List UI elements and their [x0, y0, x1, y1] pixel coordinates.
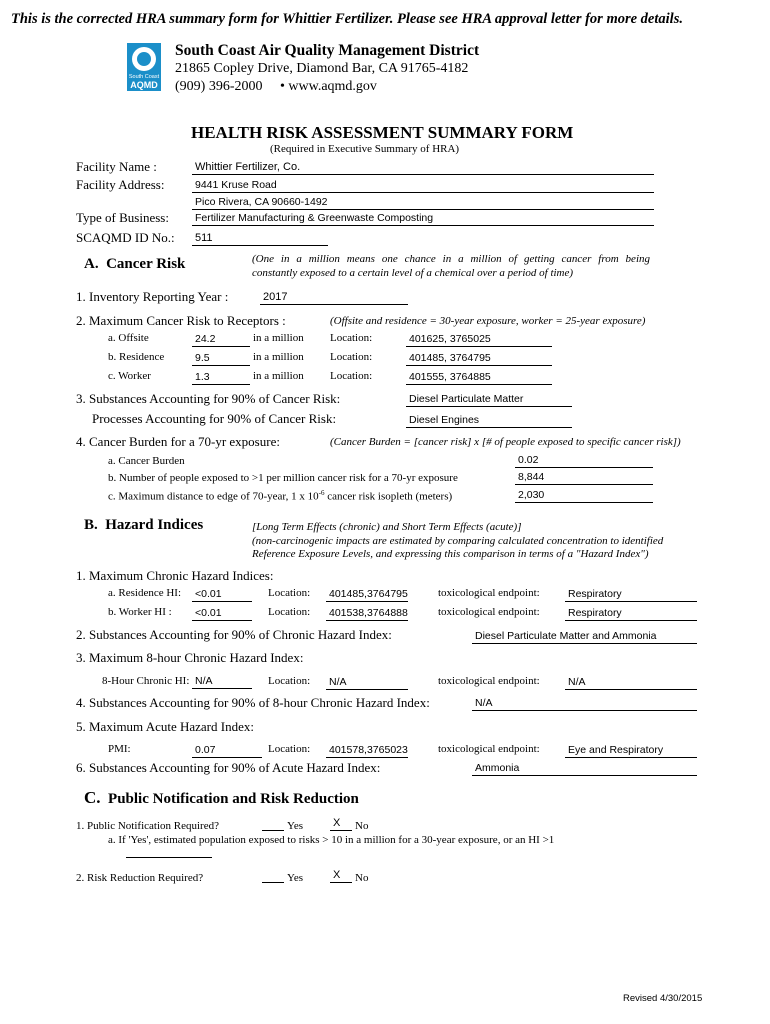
cancer-substances-label: 3. Substances Accounting for 90% of Cancer Risk:: [76, 391, 341, 406]
revised-date: Revised 4/30/2015: [623, 993, 703, 1004]
receptor-worker-value[interactable]: 1.3: [192, 370, 250, 385]
chronic-worker-location-label: Location:: [268, 606, 311, 618]
pmi-location[interactable]: 401578,3765023: [326, 743, 408, 758]
acute-substances-label: 6. Substances Accounting for 90% of Acute Hazard Index:: [76, 760, 381, 775]
chronic-residence-tox[interactable]: Respiratory: [565, 587, 697, 602]
receptor-offsite-location[interactable]: 401625, 3765025: [406, 332, 552, 347]
receptor-offsite-label: a. Offsite: [108, 332, 149, 344]
receptor-residence-value[interactable]: 9.5: [192, 351, 250, 366]
agency-name: South Coast Air Quality Management District: [175, 42, 480, 59]
cancer-burden-c-text2: cancer risk isopleth (meters): [324, 490, 453, 503]
chronic-residence-tox-label: toxicological endpoint:: [438, 587, 540, 599]
form-title: HEALTH RISK ASSESSMENT SUMMARY FORM: [191, 123, 574, 142]
cancer-burden-b-field[interactable]: 8,844: [515, 470, 653, 485]
cancer-processes-field[interactable]: Diesel Engines: [406, 413, 572, 428]
receptor-offsite-value[interactable]: 24.2: [192, 332, 250, 347]
business-type-field[interactable]: Fertilizer Manufacturing & Greenwaste Composting: [192, 211, 654, 226]
logo-line1: South Coast: [128, 74, 160, 80]
public-notification-label: 1. Public Notification Required?: [76, 820, 219, 832]
hr8-substances-label: 4. Substances Accounting for 90% of 8-hour Chronic Hazard Index:: [76, 695, 430, 710]
receptor-worker-location-label: Location:: [330, 370, 373, 382]
hr8-substances-field[interactable]: N/A: [472, 696, 697, 711]
hr8-label: 8-Hour Chronic HI:: [102, 675, 190, 687]
hr8-location[interactable]: N/A: [326, 675, 408, 690]
acute-substances-field[interactable]: Ammonia: [472, 761, 697, 776]
pmi-tox-label: toxicological endpoint:: [438, 743, 540, 755]
cancer-burden-c-label: [108, 489, 452, 503]
cancer-processes-label: Processes Accounting for 90% of Cancer Risk:: [92, 411, 337, 426]
cancer-burden-c-sup: -6: [318, 489, 325, 497]
hr8-value[interactable]: N/A: [192, 674, 252, 689]
section-a-title: Cancer Risk: [106, 256, 186, 272]
risk-reduction-yes-blank[interactable]: [262, 882, 284, 883]
facility-name-field[interactable]: Whittier Fertilizer, Co.: [192, 160, 654, 175]
chronic-substances-label: 2. Substances Accounting for 90% of Chronic Hazard Index:: [76, 627, 392, 642]
facility-name-label: Facility Name :: [76, 159, 157, 174]
scaqmd-id-field[interactable]: 511: [192, 231, 328, 246]
population-exposed-label: a. If 'Yes', estimated population exposed to risks > 10 in a million for a 30-year exposure, or an HI >1: [108, 834, 555, 846]
public-notification-yes-label: Yes: [287, 820, 304, 832]
section-c-title: Public Notification and Risk Reduction: [108, 791, 359, 807]
receptor-worker-label: c. Worker: [108, 370, 151, 382]
scaqmd-id-label: SCAQMD ID No.:: [76, 230, 175, 245]
section-a-note2: constantly exposed to a certain level of a chemical over a period of time): [252, 267, 574, 279]
pmi-value[interactable]: 0.07: [192, 743, 262, 758]
public-notification-yes-blank[interactable]: [262, 830, 284, 831]
cancer-burden-c-text: c. Maximum distance to edge of 70-year, 1 x 10: [108, 490, 319, 503]
receptor-residence-unit: in a million: [253, 351, 304, 363]
form-subtitle: (Required in Executive Summary of HRA): [270, 143, 460, 155]
acute-hi-label: 5. Maximum Acute Hazard Index:: [76, 719, 254, 734]
receptor-offsite-location-label: Location:: [330, 332, 373, 344]
pmi-location-label: Location:: [268, 743, 311, 755]
aqmd-logo: [127, 43, 161, 91]
agency-web: • www.aqmd.gov: [280, 79, 377, 94]
risk-reduction-no-label: No: [355, 872, 369, 884]
chronic-hi-label: 1. Maximum Chronic Hazard Indices:: [76, 568, 274, 583]
cancer-burden-a-label: a. Cancer Burden: [108, 455, 185, 467]
receptor-residence-label: b. Residence: [108, 351, 165, 363]
receptor-worker-location[interactable]: 401555, 3764885: [406, 370, 552, 385]
section-b-heading: [84, 517, 203, 534]
pmi-label: PMI:: [108, 743, 131, 755]
chronic-residence-value[interactable]: <0.01: [192, 587, 252, 602]
section-a-heading: [84, 256, 185, 273]
cancer-burden-a-field[interactable]: 0.02: [515, 453, 653, 468]
section-b-note3: Reference Exposure Levels, and expressing this comparison in terms of a "Hazard Index"): [252, 548, 649, 560]
cancer-burden-note: (Cancer Burden = [cancer risk] x [# of people exposed to specific cancer risk]): [330, 436, 681, 448]
public-notification-no-label: No: [355, 820, 369, 832]
risk-reduction-yes-label: Yes: [287, 872, 304, 884]
risk-reduction-label: 2. Risk Reduction Required?: [76, 872, 204, 884]
section-b-note1: [Long Term Effects (chronic) and Short Term Effects (acute)]: [252, 521, 522, 533]
facility-address-line1[interactable]: 9441 Kruse Road: [192, 178, 654, 193]
public-notification-no-mark[interactable]: X: [330, 816, 352, 831]
chronic-worker-label: b. Worker HI :: [108, 606, 172, 618]
cancer-substances-field[interactable]: Diesel Particulate Matter: [406, 392, 572, 407]
hr8-chronic-hi-label: 3. Maximum 8-hour Chronic Hazard Index:: [76, 650, 304, 665]
chronic-worker-tox[interactable]: Respiratory: [565, 606, 697, 621]
population-exposed-blank[interactable]: [126, 857, 212, 858]
business-type-label: Type of Business:: [76, 210, 169, 225]
pmi-tox[interactable]: Eye and Respiratory: [565, 743, 697, 758]
inventory-year-label: 1. Inventory Reporting Year :: [76, 289, 229, 304]
logo-line2: AQMD: [130, 80, 158, 90]
receptor-offsite-unit: in a million: [253, 332, 304, 344]
agency-address: 21865 Copley Drive, Diamond Bar, CA 91765-4182: [175, 61, 469, 76]
section-a-letter: A.: [84, 256, 99, 272]
chronic-worker-tox-label: toxicological endpoint:: [438, 606, 540, 618]
chronic-worker-value[interactable]: <0.01: [192, 606, 252, 621]
inventory-year-field[interactable]: 2017: [260, 290, 408, 305]
receptor-residence-location-label: Location:: [330, 351, 373, 363]
chronic-substances-field[interactable]: Diesel Particulate Matter and Ammonia: [472, 629, 697, 644]
cancer-burden-label: 4. Cancer Burden for a 70-yr exposure:: [76, 434, 280, 449]
chronic-residence-location[interactable]: 401485,3764795: [326, 587, 408, 602]
section-b-note2: (non-carcinogenic impacts are estimated by comparing calculated concentration to identified: [252, 535, 664, 547]
chronic-worker-location[interactable]: 401538,3764888: [326, 606, 408, 621]
section-c-heading: [84, 788, 359, 808]
max-cancer-risk-label: 2. Maximum Cancer Risk to Receptors :: [76, 313, 286, 328]
risk-reduction-no-mark[interactable]: X: [330, 868, 352, 883]
chronic-residence-label: a. Residence HI:: [108, 587, 181, 599]
facility-address-label: Facility Address:: [76, 177, 165, 192]
facility-address-line2[interactable]: Pico Rivera, CA 90660-1492: [192, 195, 654, 210]
cancer-burden-b-label: b. Number of people exposed to >1 per million cancer risk for a 70-yr exposure: [108, 472, 458, 484]
section-c-letter: C.: [84, 788, 101, 807]
receptor-worker-unit: in a million: [253, 370, 304, 382]
cancer-burden-c-field[interactable]: 2,030: [515, 488, 653, 503]
receptor-residence-location[interactable]: 401485, 3764795: [406, 351, 552, 366]
max-cancer-risk-note: (Offsite and residence = 30-year exposure, worker = 25-year exposure): [330, 315, 646, 327]
chronic-residence-location-label: Location:: [268, 587, 311, 599]
section-a-note: (One in a million means one chance in a million of getting cancer from being: [252, 253, 650, 265]
section-b-letter: B.: [84, 517, 98, 533]
section-b-title: Hazard Indices: [105, 517, 204, 533]
hr8-tox-label: toxicological endpoint:: [438, 675, 540, 687]
hr8-location-label: Location:: [268, 675, 311, 687]
hr8-tox[interactable]: N/A: [565, 675, 697, 690]
agency-phone: (909) 396-2000: [175, 79, 263, 94]
top-notice: This is the corrected HRA summary form for Whittier Fertilizer. Please see HRA approval letter for more details.: [11, 11, 683, 27]
